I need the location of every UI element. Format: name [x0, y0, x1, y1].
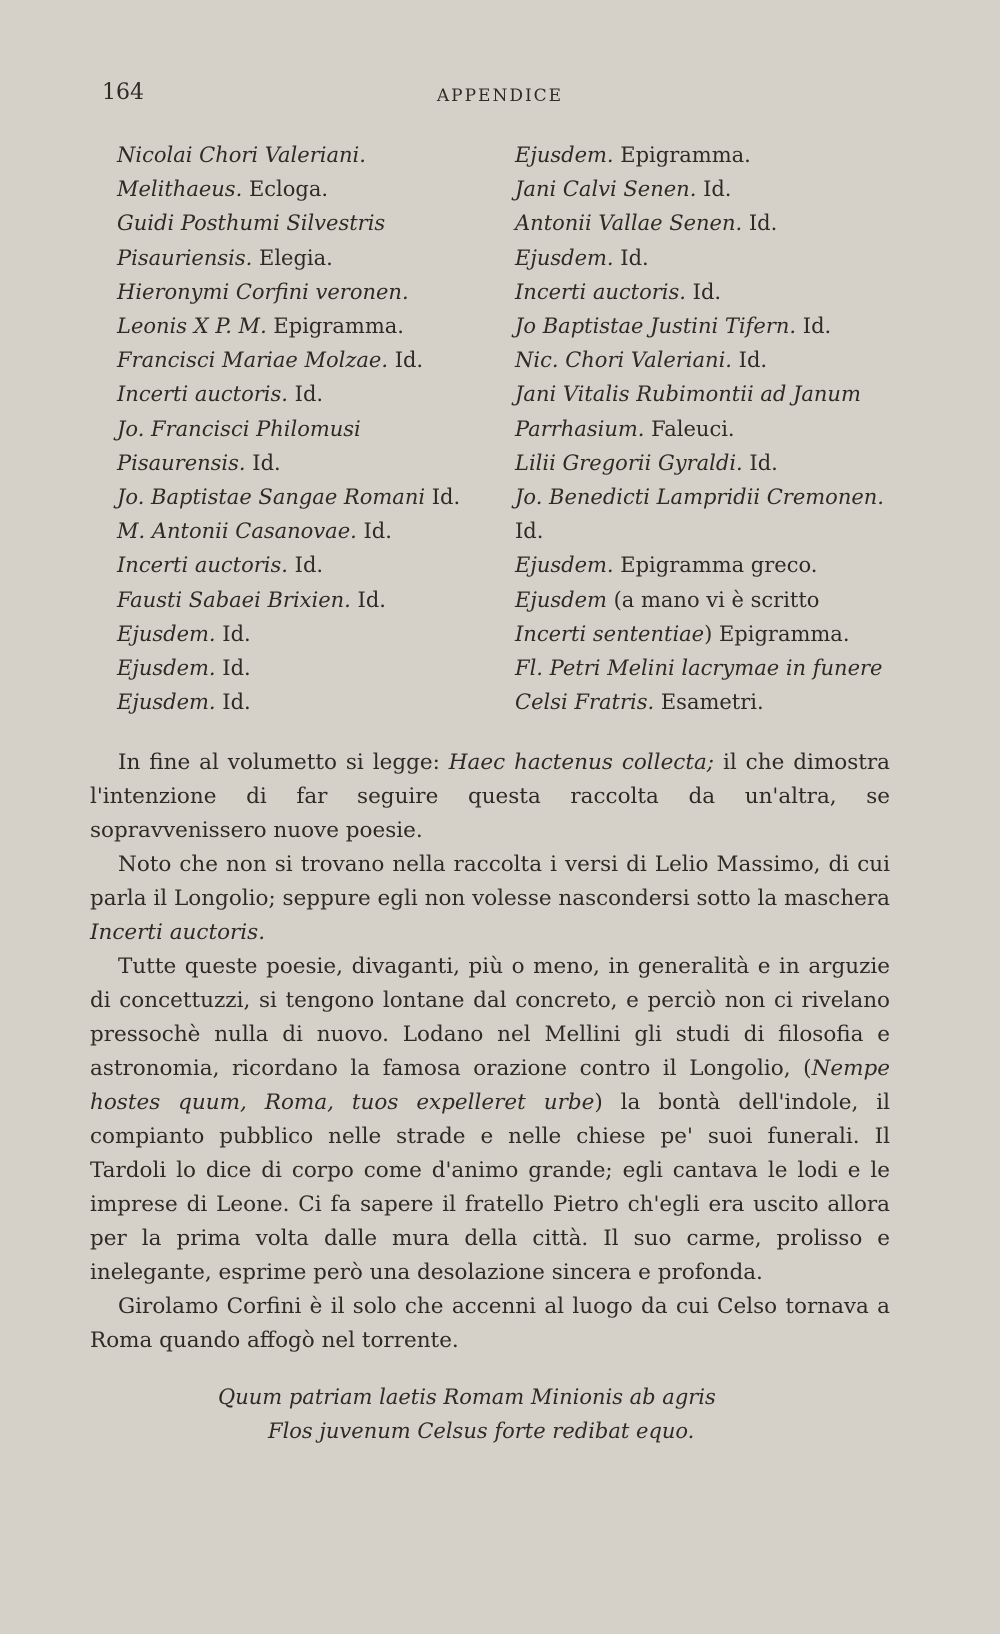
- text-run: Tutte queste poesie, divaganti, più o meno, in generalità e in arguzie di concettuzzi, si tengono lontane dal concreto, e perciò non ci rivelano pressochè nulla di nuovo. Lodano nel Mellini gli studi di filosofia e astronomia, ricordano la famosa orazione contro il Longolio, (: [90, 954, 890, 1081]
- entry-author: Nic. Chori Valeriani.: [515, 348, 732, 373]
- entry-author: M. Antonii Casanovae.: [117, 519, 357, 544]
- entry-author: Jo Baptistae Justini Tifern.: [515, 314, 797, 339]
- text-run: Noto che non si trovano nella raccolta i versi di Lelio Massimo, di cui parla il Longolio; seppure egli non volesse nascondersi sotto la maschera: [90, 852, 890, 911]
- entry-kind: Id.: [215, 656, 251, 681]
- entry-kind: Id.: [350, 587, 386, 612]
- list-item: [515, 172, 893, 206]
- text-run: ) la bontà dell'indole, il compianto pubblico nelle strade e nelle chiese pe' suoi funerali. Il Tardoli lo dice di corpo come d'animo grande; egli cantava le lodi e le imprese di Leone. Ci fa sapere il fratello Pietro ch'egli era uscito allora per la prima volta dalle mura della città. Il suo carme, prolisso e inelegante, esprime però una desolazione sincera e profonda.: [90, 1090, 890, 1285]
- list-item: [117, 583, 487, 617]
- entry-author: Leonis X P. M.: [117, 314, 267, 339]
- entry-author: Lilii Gregorii Gyraldi.: [515, 450, 743, 475]
- entry-author: Incerti auctoris.: [117, 553, 288, 578]
- left-column-list: [117, 138, 487, 719]
- entry-author: Ejusdem.: [515, 553, 614, 578]
- entry-kind: Id.: [742, 211, 778, 236]
- list-item: [515, 446, 893, 480]
- running-title: APPENDICE: [436, 86, 564, 106]
- entry-author: Ejusdem: [515, 587, 607, 612]
- entry-kind: (a mano vi è scritto: [606, 587, 820, 612]
- list-item: [515, 275, 893, 309]
- entry-author: Jani Calvi Senen.: [515, 177, 697, 202]
- entry-kind: Id.: [796, 314, 832, 339]
- text-run: In fine al volumetto si legge:: [118, 750, 449, 775]
- list-item: [515, 309, 893, 343]
- entry-author: Incerti sententiae: [515, 621, 705, 646]
- entry-kind: Elegia.: [252, 245, 333, 270]
- entry-author: Hieronymi Corfini veronen.: [117, 279, 409, 304]
- page-header: [0, 80, 1000, 110]
- list-item: [117, 343, 487, 377]
- paragraph: Girolamo Corfini è il solo che accenni al luogo da cui Celso tornava a Roma quando affogò nel torrente.: [90, 1294, 890, 1353]
- entry-author: Jo. Baptistae Sangae Romani: [117, 485, 426, 510]
- list-item: [117, 480, 487, 514]
- list-item: [515, 548, 893, 582]
- entry-kind: Id.: [215, 621, 251, 646]
- list-item: [117, 377, 487, 411]
- page-number: 164: [102, 80, 144, 105]
- list-item: [117, 685, 487, 719]
- entry-kind: Epigramma greco.: [613, 553, 818, 578]
- list-item: [117, 206, 487, 274]
- entry-kind: Id.: [515, 519, 544, 544]
- entry-author: Guidi Posthumi Silvestris Pisauriensis.: [117, 211, 386, 270]
- entry-kind: Id.: [245, 450, 281, 475]
- list-item: [117, 275, 487, 309]
- list-item: [515, 377, 893, 445]
- entry-kind: Id.: [613, 245, 649, 270]
- entry-kind: ) Epigramma.: [704, 621, 850, 646]
- list-item: [117, 309, 487, 343]
- body-text: [90, 746, 890, 1448]
- entry-author: Incerti auctoris.: [515, 279, 686, 304]
- entry-author: Jo. Francisci Philomusi Pisaurensis.: [117, 416, 361, 475]
- entry-kind: Epigramma.: [613, 143, 751, 167]
- list-item: [515, 480, 893, 548]
- italic-quote: Haec hactenus collecta;: [448, 750, 715, 775]
- entry-kind: Id.: [388, 348, 424, 373]
- list-item: [515, 343, 893, 377]
- entry-kind: Id.: [685, 279, 722, 304]
- entry-author: Jani Vitalis Rubimontii ad Janum Parrhasium.: [515, 382, 861, 441]
- entry-author: Ejusdem.: [515, 245, 614, 270]
- entry-kind: Ecloga.: [242, 177, 329, 202]
- entry-author: Antonii Vallae Senen.: [515, 211, 743, 236]
- list-item: [117, 651, 487, 685]
- verse-line: Quum patriam laetis Romam Minionis ab agris: [218, 1385, 716, 1409]
- entry-kind: Id.: [742, 450, 778, 475]
- paragraph: [90, 848, 890, 950]
- right-column-list: [515, 138, 893, 719]
- entry-author: Ejusdem.: [515, 143, 614, 167]
- list-item: [117, 412, 487, 480]
- entry-kind: Id.: [287, 553, 324, 578]
- entry-kind: Esametri.: [654, 690, 764, 715]
- entry-author: Fausti Sabaei Brixien.: [117, 587, 351, 612]
- entry-kind: Id.: [425, 485, 461, 510]
- entry-author: Jo. Benedicti Lampridii Cremonen.: [515, 485, 884, 510]
- text-run: il che dimostra l'intenzione di far seguire questa raccolta da un'altra, se sopravvenissero nuove poesie.: [90, 750, 890, 843]
- entry-kind: Id.: [731, 348, 768, 373]
- paragraph: [90, 746, 890, 848]
- entry-author: Incerti auctoris.: [117, 382, 288, 407]
- list-item: [515, 206, 893, 240]
- list-item: [117, 514, 487, 548]
- entry-kind: Id.: [356, 519, 392, 544]
- entry-author: Ejusdem.: [117, 621, 216, 646]
- italic-quote: Incerti auctoris.: [90, 920, 266, 945]
- verse-line: Flos juvenum Celsus forte redibat equo.: [268, 1419, 695, 1443]
- entry-kind: Faleuci.: [644, 416, 735, 441]
- entry-author: Francisci Mariae Molzae.: [117, 348, 389, 373]
- entry-kind: Id.: [215, 690, 251, 715]
- entry-author: Fl. Petri Melini lacrymae in funere Celsi Fratris.: [515, 656, 883, 715]
- list-item: [117, 138, 487, 206]
- entry-kind: Epigramma.: [266, 314, 404, 339]
- verse-quotation: [90, 1380, 890, 1448]
- entry-kind: Id.: [287, 382, 324, 407]
- list-item: [515, 138, 893, 172]
- italic-quote: Nempe hostes quum, Roma, tuos expelleret urbe: [90, 1056, 890, 1115]
- list-item: [515, 583, 893, 651]
- list-item: [515, 651, 893, 719]
- entry-kind: Id.: [696, 177, 732, 202]
- paragraph: [90, 950, 890, 1290]
- entry-author: Ejusdem.: [117, 690, 216, 715]
- list-item: [117, 617, 487, 651]
- list-item: [515, 241, 893, 275]
- entry-author: Nicolai Chori Valeriani. Melithaeus.: [117, 143, 366, 202]
- list-item: [117, 548, 487, 582]
- entry-author: Ejusdem.: [117, 656, 216, 681]
